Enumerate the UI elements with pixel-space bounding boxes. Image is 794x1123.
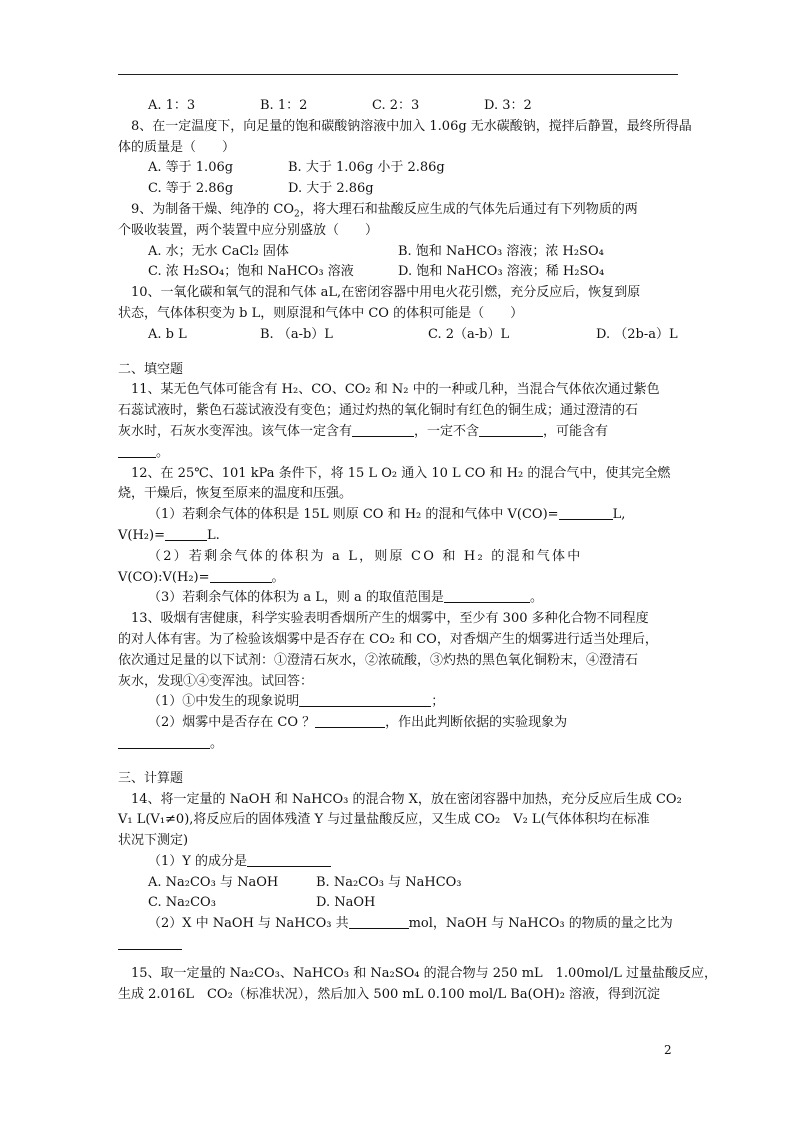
header-rule [118,74,678,75]
page-number: 2 [664,1043,672,1057]
q14-part2: （2）X 中 NaOH 与 NaHCO₃ 共 mol，NaOH 与 NaHCO₃ 的物质的量之比为 [148,916,673,932]
q13-part1: （1）①中发生的现象说明 ； [148,694,445,710]
section-heading-calculation: 三、计算题 [118,770,184,786]
q13-stem-line1: 13、吸烟有害健康，科学实验表明香烟所产生的烟雾中，至少有 300 多种化合物不同程度 [131,611,649,627]
q10-stem-line2: 状态，气体体积变为 b L，则原混和气体中 CO 的体积可能是（ ） [118,305,524,321]
answer-blank[interactable] [247,852,331,867]
option-a: A. b L [148,326,187,342]
q14-part2-cont [118,935,678,956]
option-b: B. Na₂CO₃ 与 NaHCO₃ [316,874,462,890]
q12-part2-cont: V(CO):V(H₂)= 。 [118,569,285,585]
exam-page [118,96,718,1005]
answer-blank[interactable] [118,443,156,458]
q14-options-row2 [118,893,678,914]
q8-stem-line2: 体的质量是（ ） [118,139,236,155]
answer-blank[interactable] [299,692,431,707]
option-b: B. （a-b）L [260,326,333,342]
option-c: C. 2（a-b）L [428,326,510,342]
q13-part2: （2）烟雾中是否存在 CO ？ ，作出此判断依据的实验现象为 [148,715,568,731]
q11-stem-line2: 石蕊试液时，紫色石蕊试液没有变色；通过灼热的氧化铜时有红色的铜生成；通过澄清的石 [118,403,639,419]
q12-stem-line1: 12、在 25℃、101 kPa 条件下，将 15 L O₂ 通入 10 L CO 和 H₂ 的混合气中，使其完全燃 [131,465,671,481]
option-a: A. 等于 1.06g [148,160,234,176]
q9-options-row1 [118,242,678,263]
q8-options-row1 [118,158,678,179]
q14-stem-line3: 状况下测定) [118,833,189,849]
q11-stem-line4: 。 [118,443,678,464]
answer-blank[interactable] [165,526,207,541]
answer-blank[interactable] [479,422,543,437]
q15-stem-line2: 生成 2.016L CO₂（标准状况），然后加入 500 mL 0.100 mol/L Ba(OH)₂ 溶液，得到沉淀 [118,986,661,1002]
option-b: B. 1：2 [260,98,308,113]
option-d: D. 饱和 NaHCO₃ 溶液；稀 H₂SO₄ [398,264,605,280]
q8-stem-line1: 8、在一定温度下，向足量的饱和碳酸钠溶液中加入 1.06g 无水碳酸钠，搅拌后静置，最终所得晶 [131,118,692,134]
answer-blank[interactable] [118,734,210,749]
option-b: B. 饱和 NaHCO₃ 溶液；浓 H₂SO₄ [398,243,604,259]
answer-blank[interactable] [349,914,409,929]
answer-blank[interactable] [315,713,385,728]
option-a: A. Na₂CO₃ 与 NaOH [148,874,279,890]
q9-options-row2 [118,262,678,283]
section-heading-fill-in: 二、填空题 [118,361,184,377]
answer-blank[interactable] [444,588,530,603]
option-d: D. 大于 2.86g [288,181,374,197]
q13-stem-line3: 依次通过足量的以下试剂：①澄清石灰水，②浓硫酸，③灼热的黑色氧化铜粉末，④澄清石 [118,652,639,668]
option-c: C. Na₂CO₃ [148,895,216,911]
q8-options-row2 [118,179,678,200]
q12-part3: （3）若剩余气体的体积为 a L，则 a 的取值范围是 。 [148,590,543,606]
option-a: A. 1：3 [148,98,196,113]
q14-stem-line1: 14、将一定量的 NaOH 和 NaHCO₃ 的混合物 X，放在密闭容器中加热，充分反应后生成 CO₂ [131,791,682,807]
q14-part1: （1）Y 的成分是 [118,852,678,873]
q13-stem-line4: 灰水，发现①④变浑浊。试回答： [118,673,314,689]
answer-blank[interactable] [118,935,182,950]
q14-options-row1 [118,873,678,894]
q11-stem-line1: 11、某无色气体可能含有 H₂、CO、CO₂ 和 N₂ 中的一种或几种，当混合气体依次通过紫色 [131,382,660,398]
q9-stem-line1: 9、为制备干燥、纯净的 $CO_2$，将大理石和盐酸反应生成的气体先后通过有下列物质的两 [131,201,638,220]
answer-blank[interactable] [210,568,272,583]
q12-part1: （1）若剩余气体的体积是 15L 则原 CO 和 H₂ 的混和气体中 V(CO)= L, [148,507,626,523]
q9-stem-line2: 个吸收装置，两个装置中应分别盛放（ ） [118,222,379,238]
q10-stem-line1: 10、一氧化碳和氧气的混和气体 aL,在密闭容器中用电火花引燃，充分反应后，恢复到原 [131,285,641,301]
q7-options [118,96,678,117]
q10-options [118,325,678,346]
option-c: C. 浓 H₂SO₄；饱和 NaHCO₃ 溶液 [148,264,354,280]
option-a: A. 水；无水 CaCl₂ 固体 [148,243,289,259]
q12-stem-line2: 烧，干燥后，恢复至原来的温度和压强。 [118,486,353,502]
q12-part2: （2）若剩余气体的体积为 a L，则原 CO 和 H₂ 的混和气体中 [148,548,583,564]
answer-blank[interactable] [559,505,613,520]
option-d: D. （2b-a）L [596,326,678,342]
option-d: D. NaOH [316,895,376,911]
answer-blank[interactable] [352,422,414,437]
q13-stem-line2: 的对人体有害。为了检验该烟雾中是否存在 CO₂ 和 CO，对香烟产生的烟雾进行适当处理后， [118,631,658,647]
q13-part2-cont: 。 [118,734,678,755]
q14-stem-line2: V₁ L(V₁≠0),将反应后的固体残渣 Y 与过量盐酸反应，又生成 CO₂ V₂ L(气体体积均在标准 [118,812,650,828]
option-c: C. 等于 2.86g [148,181,234,197]
q12-part1-cont: V(H₂)= L. [118,527,220,543]
option-c: C. 2：3 [372,98,420,113]
q11-stem-line3: 灰水时，石灰水变浑浊。该气体一定含有 ，一定不含 ，可能含有 [118,423,609,439]
option-d: D. 3：2 [484,98,532,113]
q15-stem-line1: 15、取一定量的 Na₂CO₃、NaHCO₃ 和 Na₂SO₄ 的混合物与 250 mL 1.00mol/L 过量盐酸反应， [131,965,718,981]
option-b: B. 大于 1.06g 小于 2.86g [288,160,445,176]
